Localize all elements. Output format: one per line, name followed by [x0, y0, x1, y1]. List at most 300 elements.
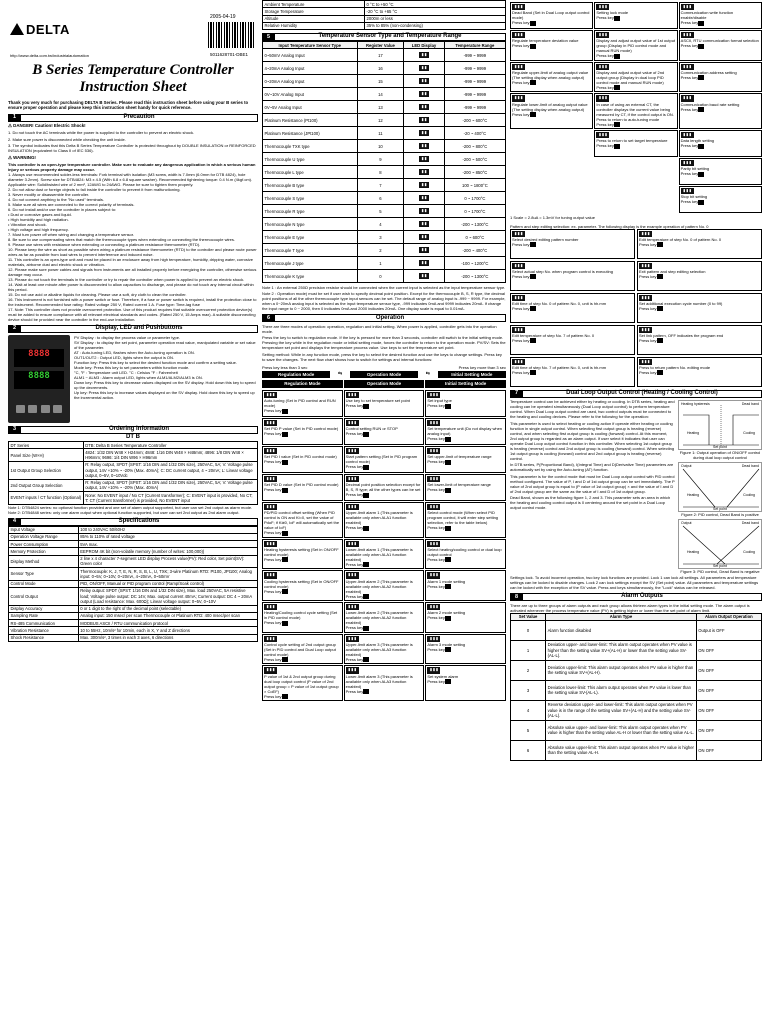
led-glyph-icon: ▮▮	[421, 195, 428, 202]
alarm-set-value: 5	[511, 720, 546, 740]
arrow-icon: ⇆	[337, 371, 343, 378]
section-title: Temperature Sensor Type and Temperature Range	[318, 33, 462, 40]
pattern-cell-text: Exit pattern and step editing selection	[639, 268, 706, 274]
doc-title	[8, 62, 258, 96]
param-cell	[679, 62, 762, 93]
spec-value: Max. 300m/s², 3 times in each 3 axes, 6 directions	[78, 634, 257, 641]
key-icon	[657, 274, 663, 279]
sensor-row	[263, 75, 506, 88]
param-cell-text: Display and adjust output value of 2nd output group (Display in dual loop PID control mode and manual RUN mode)	[596, 69, 665, 85]
key-icon	[445, 526, 451, 531]
sensor-row	[263, 101, 506, 114]
on-label: ON	[698, 747, 705, 753]
press-keys	[596, 15, 675, 20]
sensor-type: Thermocouple J type	[263, 257, 358, 270]
mode-cell	[344, 602, 425, 633]
param-cell-text: Regulate upper-limit of analog output value (The setting display when analog output)	[512, 69, 589, 80]
fig3-dead-band: Dead band	[741, 520, 759, 525]
key-icon	[530, 338, 536, 343]
environment-table	[262, 0, 506, 30]
led-glyph-icon: ▮▮	[421, 52, 428, 59]
press-label: Press key	[264, 693, 282, 699]
mode-cell	[262, 570, 343, 601]
ordering-options: 4824: 1/32 DIN W48 × H24mm; 4848: 1/16 DIN W48 × H48mm; 4896: 1/8 DIN W48 × H96mm; 9696: 1/4 DIN W96 × H96mm	[83, 449, 257, 462]
key-icon	[282, 531, 288, 536]
warning-item: 7. Must turn power off when wiring and changing a temperature sensor.	[8, 231, 134, 237]
key-icon	[282, 488, 288, 493]
spec-value: EEPROM 4K bit (non-volatile memory (number of writes: 100,000))	[78, 548, 257, 555]
down-key-icon	[41, 405, 50, 413]
env-name: Storage Temperature	[263, 8, 365, 15]
danger-list	[8, 130, 258, 153]
param-cell	[510, 2, 593, 29]
alarm-type: Absolute value upper-limit: This alarm output operates when PV value is higher than the setting value AL-H.	[546, 740, 697, 760]
sensor-row	[263, 127, 506, 140]
key-icon	[614, 54, 620, 59]
press-keys	[346, 594, 423, 599]
danger-title: ⚠ DANGER! Caution! Electric Shock!	[8, 123, 86, 129]
danger-item: 2. Make sure power is disconnected while checking the unit inside.	[8, 136, 126, 142]
env-value: 2000m or less	[365, 15, 506, 22]
arrow-icon: ⇆	[425, 371, 430, 378]
param-glyph-icon: ▮▮▮	[514, 326, 524, 333]
param-cell	[679, 186, 762, 213]
alarm-set-value: 2	[511, 660, 546, 680]
param-glyph-icon: ▮▮▮	[682, 32, 692, 38]
register-value: 4	[357, 218, 404, 231]
press-keys	[427, 436, 504, 441]
off-label: OFF	[705, 667, 715, 673]
press-keys	[681, 43, 760, 48]
key-icon	[530, 44, 536, 49]
temp-range: -200 ~ 400°C	[444, 244, 505, 257]
led-glyph-icon: ▮▮	[421, 91, 428, 98]
mode-header-regulation: Regulation Mode	[262, 380, 343, 388]
sensor-type: 4~20mA Analog Input	[263, 62, 358, 75]
key-icon	[445, 488, 451, 493]
led-display-cell	[404, 192, 444, 205]
key-icon	[282, 694, 288, 699]
sensor-type: Thermocouple L type	[263, 166, 358, 179]
spec-row	[9, 580, 258, 587]
mode-cell-text: Control setting RUN or STOP	[345, 426, 398, 432]
temp-range: -999 ~ 9999	[444, 62, 505, 75]
key-icon	[614, 144, 620, 149]
ordering-note: Note 1: DTB4824 series: no optional function provided and one set of alarm output supported, but user can set 2nd output as alarm mode. Note 2: DTB4848 series: only one alarm output when optional function supported, but user can set 2nd output as 2nd alarm output.	[8, 504, 253, 515]
param-glyph-icon: ▮▮▮	[266, 667, 276, 674]
spec-name: Control Mode	[9, 580, 79, 587]
press-label: Press key	[345, 403, 364, 409]
warning-item: 16. This instrument is not furnished with a power switch or fuse. Therefore, if a fuse or power switch is required, install the protection close to the instrument. Recommended fuse rating: Rated voltage 250 V, Rated current 1 A. Fuse type: Time-lag fuse	[8, 296, 257, 307]
press-keys	[346, 657, 423, 662]
dual-loop-figures	[678, 398, 762, 574]
mode-cell-text: Alarm 1 mode setting	[427, 578, 466, 584]
param-cell	[594, 62, 677, 93]
pattern-cell	[637, 229, 762, 259]
spec-value: 85% to 110% of rated voltage	[78, 533, 257, 540]
sensor-row	[263, 192, 506, 205]
led-display-cell	[404, 75, 444, 88]
dual-loop-p6: Settings lock. To avoid incorrect operation, two key lock functions are provided. Lock 1 can lock all settings. All parameters and temperature settings can be locked to disable changes. Lock 2 can lock settings except the SV (Set point) value. All parameters and temperature settings can be locked with the exception of the SV value. Press and keys simultaneously, the "Lock" status can be released.	[510, 575, 759, 591]
col-header: LED Display	[404, 42, 444, 49]
parameter-grid	[510, 2, 762, 213]
pattern-cell	[510, 325, 635, 355]
spec-value: MODBUS ASCII / RTU communication protocol	[78, 620, 257, 627]
mode-cell-text: Set upper-limit of temperature range	[427, 454, 492, 460]
alarm-row	[511, 620, 762, 640]
press-keys	[512, 20, 591, 25]
section-number: 7	[511, 391, 523, 397]
doc-date: 2005-04-19	[210, 14, 236, 20]
ordering-options: R: Relay output, SPDT (SPST: 1/16 DIN and 1/32 DIN size), 250VAC, 5A; V: Voltage pulse output, 14V +10% ~ -20% (Max. 40mA); C: DC current output, 4 ~ 20mA; L: Linear voltage output, 0~5V, 0~10Vdc	[83, 461, 257, 479]
flow-left-label: Press key less than 3 sec	[262, 364, 308, 370]
register-value: 9	[357, 153, 404, 166]
press-label: Press key	[639, 369, 657, 375]
param-cell-text: Regulate lower-limit of analog output value (The setting display when analog output)	[512, 101, 588, 112]
alarm-row	[511, 680, 762, 700]
temp-range: 100 ~ 1800°C	[444, 179, 505, 192]
mode-cell-text: Select heating/cooling control or dual loop output control	[427, 546, 502, 557]
param-glyph-icon: ▮▮▮	[641, 326, 651, 333]
env-row	[263, 22, 506, 29]
pv-desc: PV Display : to display the process value or parameter type.	[74, 334, 181, 340]
press-label: Press key	[680, 106, 699, 112]
param-glyph-icon: ▮▮▮	[514, 262, 524, 269]
param-cell-text: Parity bit setting	[680, 166, 710, 172]
mode-cell	[425, 502, 506, 538]
param-glyph-icon: ▮▮▮	[347, 476, 357, 482]
param-glyph-icon: ▮▮▮	[429, 667, 439, 674]
mode-cell-text: Use key to set temperature set point	[345, 398, 410, 404]
led-display-cell	[404, 62, 444, 75]
register-value: 17	[357, 49, 404, 62]
key-icon	[363, 689, 369, 694]
sensor-row	[263, 231, 506, 244]
mode-cell	[262, 665, 343, 701]
spec-row	[9, 555, 258, 568]
col-header: Register Value	[357, 42, 404, 49]
env-value: 0 °C to +50 °C	[365, 1, 506, 8]
sensor-row	[263, 257, 506, 270]
param-glyph-icon: ▮▮▮	[266, 604, 276, 611]
sensor-type: Platinum Resistance (JPt100)	[263, 127, 358, 140]
dual-loop-p5: Dead Band, shown as the following figure 1, 2 and 3. This parameter sets an area in which the heating and cooling control output is 0 centering around the set point in a Dual Loop output control mode.	[510, 495, 671, 511]
on-label: ON	[698, 687, 705, 693]
down-key-desc: Down key: Press this key to decrease values displayed on the SV display. Hold down this key to speed up the decrements.	[74, 379, 256, 390]
press-keys	[264, 431, 341, 436]
mode-cell	[262, 446, 343, 473]
spec-name: RS-485 Communication	[9, 620, 79, 627]
env-value: -20 °C to +65 °C	[365, 8, 506, 15]
mode-header-operation: Operation Mode	[344, 380, 425, 388]
ordering-table	[8, 441, 258, 505]
led-glyph-icon: ▮▮	[421, 260, 428, 267]
mode-cell-text: Set system alarm	[427, 673, 459, 679]
sensor-type: 0~20mA Analog Input	[263, 75, 358, 88]
press-label: Press key	[264, 556, 282, 562]
mode-cell	[425, 446, 506, 473]
press-label: Press key	[427, 459, 445, 465]
sensor-type: Platinum Resistance (Pt100)	[263, 114, 358, 127]
temp-range: -20 ~ 400°C	[444, 127, 505, 140]
press-label: Press key	[639, 273, 657, 279]
spec-value: Analog input: 150 msec/ per scan Thermocouple or Platinum RTD: 400 msec/per scan	[78, 612, 257, 619]
key-icon	[282, 621, 288, 626]
sensor-type: 0V~5V Analog Input	[263, 101, 358, 114]
figure-1-caption: Figure 1: Output operation of ON/OFF control during dual loop output control	[679, 449, 761, 460]
spec-name: Control Output	[9, 587, 79, 605]
alarm-set-value: 1	[511, 640, 546, 660]
param-glyph-icon: ▮▮▮	[347, 448, 357, 454]
ordering-options: None: No EVENT input / No CT (Current transformer); C: EVENT input is provided, No CT; T: CT (Current transformer) is provided, No EVENT input	[83, 492, 257, 505]
sensor-row	[263, 153, 506, 166]
param-cell	[594, 30, 677, 61]
sensor-type: Thermocouple N type	[263, 218, 358, 231]
pattern-cell-text: Select desired editing pattern number	[512, 236, 579, 242]
mode-cell-text: Start pattern setting (Set in PID program control mode)	[345, 454, 418, 465]
sensor-type: Thermocouple E type	[263, 231, 358, 244]
temp-range: -999 ~ 9999	[444, 88, 505, 101]
register-value: 13	[357, 101, 404, 114]
alarm-type: Alarm function disabled	[546, 620, 697, 640]
led-glyph-icon: ▮▮	[421, 247, 428, 254]
col-header: Set Value	[511, 613, 546, 620]
section-title: Dual Loop Output Control (Heating / Cooling Control)	[566, 389, 718, 396]
mode-cell	[262, 418, 343, 445]
param-glyph-icon: ▮▮▮	[429, 604, 439, 611]
fig1-heating-hyst: Heating hysteresis	[681, 401, 710, 406]
fig2-dead-band: Dead band	[741, 463, 759, 468]
spec-row	[9, 548, 258, 555]
param-glyph-icon: ▮▮▮	[641, 294, 651, 301]
dual-loop-text	[510, 398, 675, 574]
mode-cell	[425, 602, 506, 633]
sensor-type: Thermocouple TXK type	[263, 140, 358, 153]
led-glyph-icon: ▮▮	[421, 221, 428, 228]
section-sensor	[262, 33, 506, 41]
param-glyph-icon: ▮▮▮	[682, 63, 692, 70]
led-display-cell	[404, 218, 444, 231]
press-label: Press key	[639, 337, 657, 343]
section-dual-loop	[510, 390, 762, 398]
controller-panel-image	[8, 335, 70, 423]
led-display-cell	[404, 49, 444, 62]
sensor-row	[263, 62, 506, 75]
key-icon	[445, 647, 451, 652]
col-header: Alarm Output Operation	[696, 613, 761, 620]
warning-item: 8. Be sure to use compensating wires that match the thermocouple types when extending or connecting the thermocouple wires.	[8, 236, 236, 242]
register-value: 12	[357, 114, 404, 127]
key-icon	[530, 306, 536, 311]
temp-range: -200 ~ 850°C	[444, 166, 505, 179]
alarm-operation: Output is OFF	[696, 620, 761, 640]
press-keys	[427, 615, 504, 620]
mode-cell-text: Set temperature unit (Do not display when analog input)	[427, 426, 503, 437]
delta-triangle-icon	[10, 23, 24, 35]
spec-value: Relay output: SPDT (SPST: 1/16 DIN and 1/32 DIN size), Max. load 250VAC, 5A resistive load; Voltage pulse output: DC 14V, Max. output current 40mA; Current output: DC 4 ~ 20mA output (Load resistance: Max. 600Ω); Linear voltage output: 0~5V, 0~10V	[78, 587, 257, 605]
mode-cell	[344, 665, 425, 701]
press-keys	[427, 557, 504, 562]
press-label: Press key	[680, 199, 699, 205]
flow-chart	[262, 371, 506, 379]
alarm-operation	[696, 680, 761, 700]
param-glyph-icon: ▮▮▮	[429, 635, 439, 642]
led-display-cell	[404, 166, 444, 179]
danger-title-text: DANGER! Caution! Electric Shock!	[13, 123, 86, 129]
sensor-row	[263, 114, 506, 127]
dual-loop-p3: In DTB series, P(Proportional Band), I(Integral Time) and D(Derivative Time) parameters are automatically set by using the Auto-tuning (AT) function.	[510, 462, 674, 473]
led-glyph-icon: ▮▮	[421, 65, 428, 72]
off-label: OFF	[705, 707, 715, 713]
alarm-row	[511, 720, 762, 740]
env-row	[263, 1, 506, 8]
param-cell-text: Press to return to set target temperature	[596, 138, 668, 144]
led-glyph-icon: ▮▮	[421, 104, 428, 111]
pattern-cell-text: Edit time of step No. 7 of pattern No. 0, unit is hh.mm	[512, 364, 607, 370]
press-label: Press key	[264, 588, 282, 594]
mode-cell-text: Set PID I value (Set in PID control mode)	[264, 454, 337, 460]
register-value: 3	[357, 231, 404, 244]
key-icon	[282, 409, 288, 414]
sensor-row	[263, 166, 506, 179]
alarm-operation	[696, 660, 761, 680]
pv-display: 8888	[14, 349, 64, 367]
ordering-field: DT Series	[9, 442, 84, 449]
press-label: Press key	[427, 615, 445, 621]
key-icon	[445, 437, 451, 442]
press-label: Press key	[427, 583, 445, 589]
register-value: 14	[357, 88, 404, 101]
ordering-row	[9, 479, 258, 492]
led-glyph-icon: ▮▮	[421, 169, 428, 176]
at-desc: AT : Auto-tuning LED, flashes when the Auto-tuning operation is ON.	[74, 349, 195, 355]
temp-range: -200 ~ 600°C	[444, 114, 505, 127]
key-icon	[282, 460, 288, 465]
key-icon	[657, 306, 663, 311]
led-display-cell	[404, 153, 444, 166]
column-left	[8, 0, 258, 1024]
param-cell	[594, 93, 677, 129]
register-value: 6	[357, 192, 404, 205]
temp-range: -999 ~ 9999	[444, 75, 505, 88]
param-glyph-icon: ▮▮▮	[347, 667, 357, 674]
alarm-set-value: 4	[511, 700, 546, 720]
param-cell-text: Display and adjust output value of 1st output group (Display in PID control mode and manual RUN mode)	[596, 38, 676, 54]
param-cell-text: Communication write function enable/disable	[680, 10, 734, 21]
key-icon	[445, 679, 451, 684]
press-label: Press key	[264, 459, 282, 465]
section-number: 4	[9, 519, 21, 525]
temp-range: -200 ~ 1300°C	[444, 270, 505, 283]
mode-cell	[262, 602, 343, 633]
alarm-row	[511, 740, 762, 760]
temp-range: -200 ~ 500°C	[444, 153, 505, 166]
param-cell	[510, 158, 593, 185]
param-glyph-icon: ▮▮▮	[514, 358, 524, 365]
mode-cell-text: Control cycle setting of 2nd output group (Set in PID control and Dual Loop output control mode)	[264, 642, 336, 657]
press-label: Press key	[264, 530, 282, 536]
mode-cell-text: Set input type	[427, 398, 452, 404]
param-cell-text: Data length setting	[680, 138, 715, 144]
mode-cell-text: Lower-limit alarm 2 (This parameter is available only when ALA2 function enabled)	[345, 610, 413, 626]
ordering-row	[9, 442, 258, 449]
param-glyph-icon: ▮▮▮	[266, 635, 276, 642]
register-value: 5	[357, 205, 404, 218]
press-keys	[346, 492, 423, 497]
press-keys	[596, 85, 675, 90]
param-glyph-icon: ▮▮▮	[347, 504, 357, 510]
temp-unit-desc: °C, °F : Temperature unit LED. °C : Celsius °F : Fahrenheit	[74, 369, 178, 375]
press-label: Press key	[512, 111, 530, 117]
led-glyph-icon: ▮▮	[421, 273, 428, 280]
press-keys	[427, 647, 504, 652]
press-keys	[681, 171, 760, 176]
param-glyph-icon: ▮▮▮	[514, 95, 524, 102]
spec-name: Shock Resistance	[9, 634, 79, 641]
title-line-2: Instruction Sheet	[79, 79, 187, 95]
led-glyph-icon: ▮▮	[421, 234, 428, 241]
website-url[interactable]: http://www.delta.com.tw/industrialautomation	[10, 53, 89, 58]
spec-row	[9, 627, 258, 634]
press-keys	[639, 370, 760, 375]
fig2-cooling: Cooling	[743, 492, 755, 497]
key-icon	[363, 493, 369, 498]
key-icon	[445, 404, 451, 409]
register-value: 2	[357, 244, 404, 257]
param-cell	[594, 2, 677, 29]
param-glyph-icon: ▮▮▮	[598, 132, 608, 139]
led-glyph-icon: ▮▮	[421, 208, 428, 215]
warning-list	[8, 172, 258, 322]
press-label: Press key	[512, 79, 530, 85]
on-label: ON	[698, 707, 705, 713]
sensor-table	[262, 41, 506, 283]
press-label: Press key	[345, 525, 364, 531]
sensor-row	[263, 218, 506, 231]
dual-loop-p2: This parameter is used to select heating or cooling action if operate either heating or cooling function in single output control. When selecting first output group is heating (reverse) control, and when selecting first output group is cooling (forward) control. At this moment, 2nd output group is regarded as an alarm output. If user select it indicates that user can operate Dual Loop output control function in this controller. When selecting 1st output group is heating (reverse) control and 2nd output group is cooling (forward) control. When selecting 1st output group is cooling (forward) control and 2nd output group is heating (reverse) control.	[510, 420, 675, 461]
press-label: Press key	[345, 464, 364, 470]
param-glyph-icon: ▮▮▮	[266, 572, 276, 579]
pattern-cell	[637, 261, 762, 291]
spec-value: 5VA max.	[78, 541, 257, 548]
display-block	[8, 335, 258, 423]
scale-note: 1 Scale = 2.8uA = 1.3mV for tuning output value	[510, 214, 595, 220]
press-keys	[512, 338, 633, 343]
press-keys	[639, 306, 760, 311]
temp-range: -200 ~ 800°C	[444, 140, 505, 153]
param-cell	[510, 186, 593, 213]
param-glyph-icon: ▮▮▮	[347, 392, 357, 398]
figure-1-graph	[678, 400, 762, 450]
press-label: Press key	[264, 408, 282, 414]
sensor-row	[263, 88, 506, 101]
mode-cell-text: Heating hysteresis setting (Set in ON/OFF control mode)	[264, 546, 339, 557]
col-header: Temperature Range	[444, 42, 505, 49]
alarm-operation	[696, 740, 761, 760]
key-icon	[614, 122, 620, 127]
param-glyph-icon: ▮▮▮	[514, 230, 524, 237]
param-cell-text: In case of using an external CT, the controller displays the current value being measured by CT, if the control output is ON. Press to return to auto-tuning mode	[596, 101, 674, 122]
spec-row	[9, 605, 258, 612]
sensor-type: 0~50mV Analog Input	[263, 49, 358, 62]
spec-value: Thermocouple: K, J, T, E, N, R, S, B, L, U, TXK; 3-wire Platinum RTD: Pt100, JPt100; Analog input: 0~5V, 0~10V, 0~20mA, 4~20mA, 0~50mV	[78, 568, 257, 581]
key-icon	[363, 526, 369, 531]
set-key-icon	[16, 405, 25, 413]
press-label: Press key	[596, 53, 614, 59]
led-display-cell	[404, 101, 444, 114]
key-icon	[698, 107, 704, 112]
fig3-cooling: Cooling	[743, 549, 755, 554]
